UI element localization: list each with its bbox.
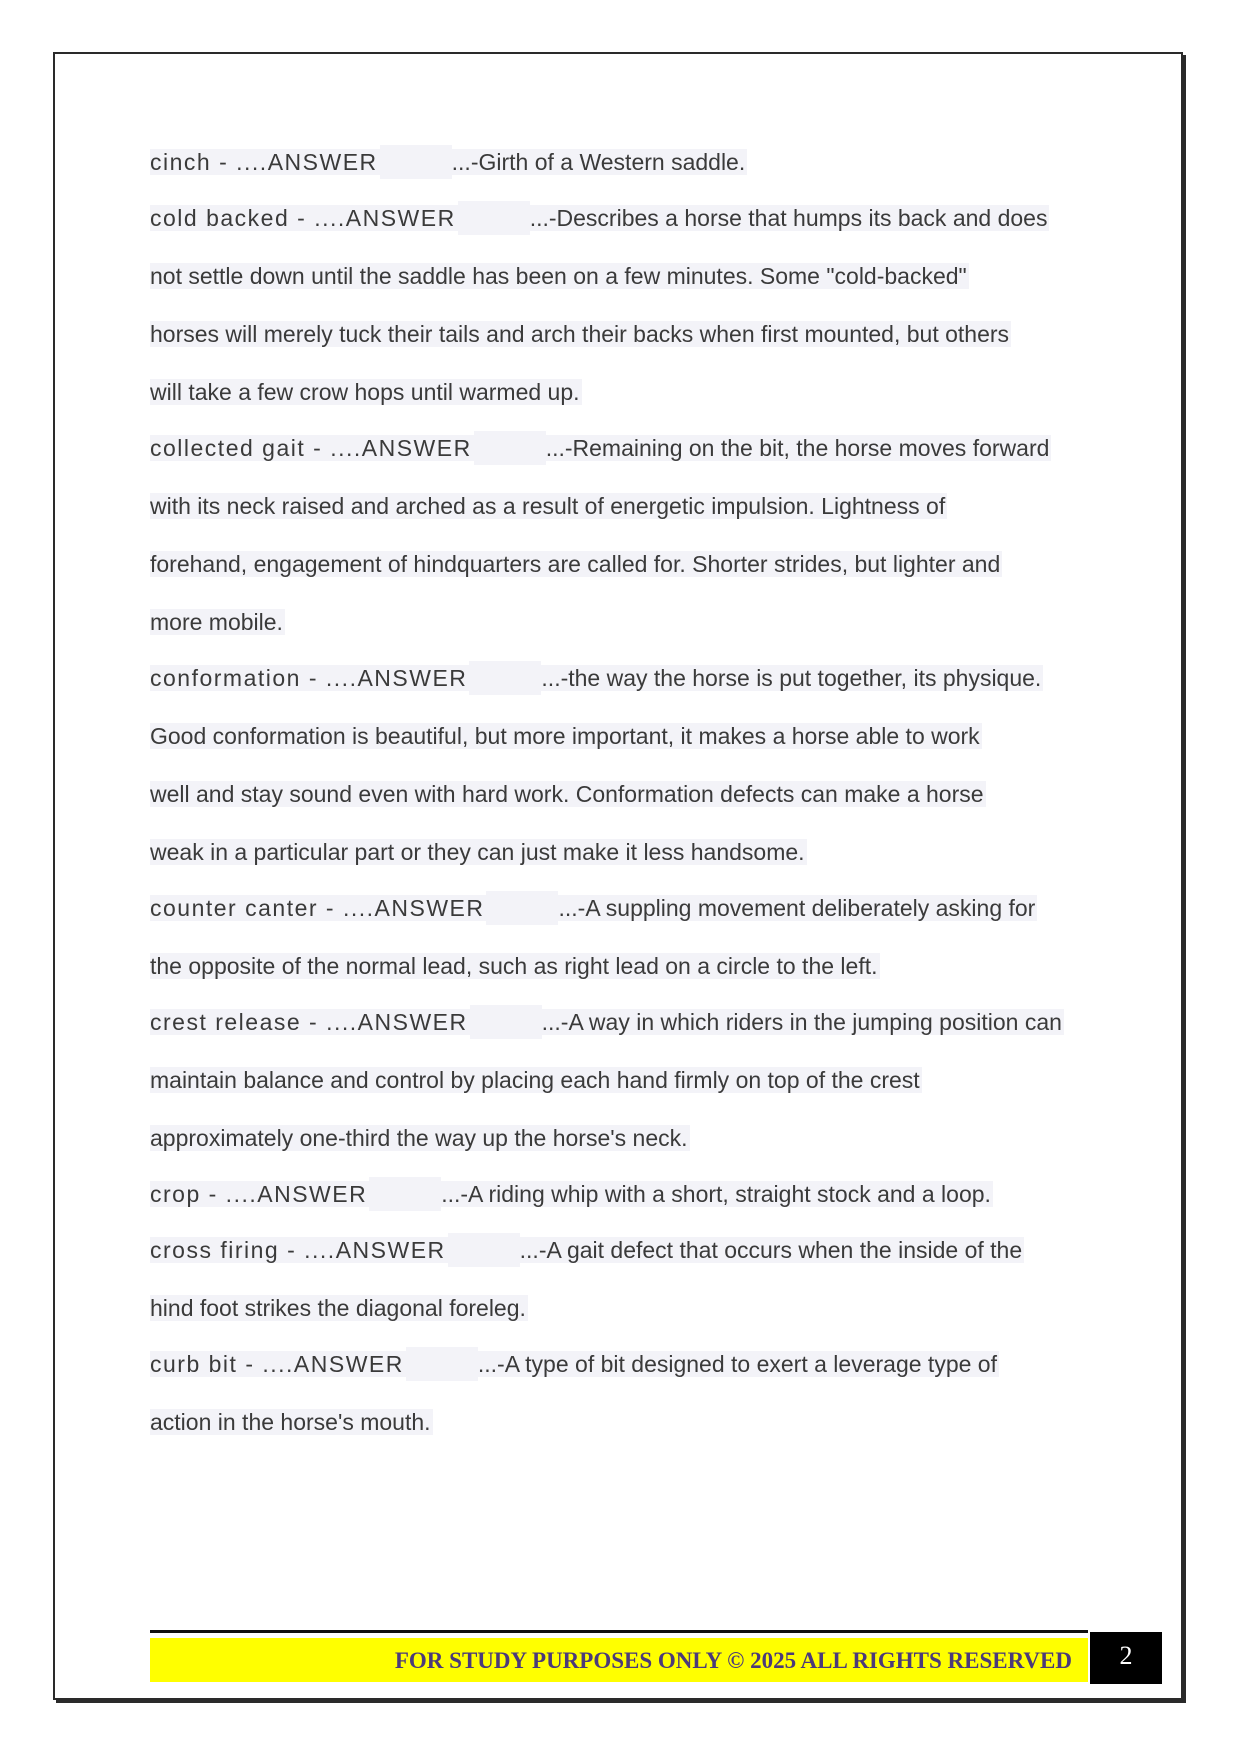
entry-continuation-line xyxy=(150,1121,1100,1155)
entry-continuation-text: more mobile. xyxy=(150,609,283,635)
entry-continuation-text: weak in a particular part or they can just make it less handsome. xyxy=(150,839,805,865)
glossary-entry xyxy=(150,145,1100,179)
entry-first-line xyxy=(150,1233,1100,1267)
entry-continuation-line xyxy=(150,1405,1100,1439)
entry-term: collected gait - ....ANSWER xyxy=(150,435,472,461)
entry-continuation-line xyxy=(150,259,1100,293)
answer-gap xyxy=(448,1233,520,1267)
answer-gap xyxy=(406,1347,478,1381)
page-number: 2 xyxy=(1090,1632,1162,1684)
entry-term: crest release - ....ANSWER xyxy=(150,1009,468,1035)
footer-rule xyxy=(150,1630,1088,1633)
entry-continuation-line xyxy=(150,1063,1100,1097)
entry-continuation-text: approximately one-third the way up the horse's neck. xyxy=(150,1125,688,1151)
entry-term: counter canter - ....ANSWER xyxy=(150,895,485,921)
entry-first-line xyxy=(150,431,1100,465)
glossary-entry xyxy=(150,431,1100,639)
entry-continuation-line xyxy=(150,375,1100,409)
entry-continuation-text: well and stay sound even with hard work. Conformation defects can make a horse xyxy=(150,781,984,807)
entry-first-line xyxy=(150,1005,1100,1039)
entry-first-line xyxy=(150,1347,1100,1381)
glossary-entry xyxy=(150,1233,1100,1325)
entry-definition: ...-the way the horse is put together, its physique. xyxy=(541,665,1042,691)
entry-definition: ...-Describes a horse that humps its back and does xyxy=(529,205,1048,231)
entry-first-line xyxy=(150,1177,1100,1211)
entry-continuation-text: not settle down until the saddle has been on a few minutes. Some "cold-backed" xyxy=(150,263,967,289)
entry-definition: ...-Remaining on the bit, the horse moves forward xyxy=(545,435,1050,461)
entry-continuation-text: maintain balance and control by placing each hand firmly on top of the crest xyxy=(150,1067,920,1093)
entry-first-line xyxy=(150,145,1100,179)
entry-definition: ...-A gait defect that occurs when the inside of the xyxy=(519,1237,1023,1263)
entry-definition: ...-A type of bit designed to exert a leverage type of xyxy=(477,1351,997,1377)
entry-first-line xyxy=(150,661,1100,695)
entry-continuation-text: will take a few crow hops until warmed up. xyxy=(150,379,580,405)
entry-continuation-line xyxy=(150,1291,1100,1325)
entry-continuation-line xyxy=(150,605,1100,639)
answer-gap xyxy=(470,1005,542,1039)
entry-continuation-text: the opposite of the normal lead, such as right lead on a circle to the left. xyxy=(150,953,878,979)
entry-term: cold backed - ....ANSWER xyxy=(150,205,456,231)
entry-term: cinch - ....ANSWER xyxy=(150,149,378,175)
entry-continuation-text: Good conformation is beautiful, but more important, it makes a horse able to work xyxy=(150,723,980,749)
entry-definition: ...-A way in which riders in the jumping position can xyxy=(541,1009,1062,1035)
entry-definition: ...-Girth of a Western saddle. xyxy=(451,149,746,175)
entry-definition: ...-A riding whip with a short, straight stock and a loop. xyxy=(441,1181,991,1207)
glossary-entry xyxy=(150,201,1100,409)
footer-copyright: FOR STUDY PURPOSES ONLY © 2025 ALL RIGHTS RESERVED xyxy=(394,1648,1072,1673)
entry-continuation-text: with its neck raised and arched as a result of energetic impulsion. Lightness of xyxy=(150,493,946,519)
entry-continuation-line xyxy=(150,317,1100,351)
entry-continuation-line xyxy=(150,777,1100,811)
answer-gap xyxy=(474,431,546,465)
answer-gap xyxy=(380,145,452,179)
entry-term: crop - ....ANSWER xyxy=(150,1181,368,1207)
glossary-content xyxy=(150,145,1100,1461)
entry-definition: ...-A suppling movement deliberately asking for xyxy=(558,895,1036,921)
answer-gap xyxy=(469,661,541,695)
entry-term: curb bit - ....ANSWER xyxy=(150,1351,404,1377)
entry-first-line xyxy=(150,201,1100,235)
glossary-entry xyxy=(150,1347,1100,1439)
glossary-entry xyxy=(150,1177,1100,1211)
glossary-entry xyxy=(150,891,1100,983)
answer-gap xyxy=(486,891,558,925)
entry-continuation-text: horses will merely tuck their tails and arch their backs when first mounted, but others xyxy=(150,321,1010,347)
entry-term: conformation - ....ANSWER xyxy=(150,665,468,691)
entry-continuation-line xyxy=(150,547,1100,581)
entry-continuation-line xyxy=(150,835,1100,869)
answer-gap xyxy=(369,1177,441,1211)
entry-continuation-text: action in the horse's mouth. xyxy=(150,1409,431,1435)
entry-continuation-line xyxy=(150,719,1100,753)
entry-continuation-line xyxy=(150,949,1100,983)
entry-continuation-line xyxy=(150,489,1100,523)
entry-first-line xyxy=(150,891,1100,925)
glossary-entry xyxy=(150,1005,1100,1155)
entry-term: cross firing - ....ANSWER xyxy=(150,1237,446,1263)
answer-gap xyxy=(458,201,530,235)
entry-continuation-text: hind foot strikes the diagonal foreleg. xyxy=(150,1295,526,1321)
glossary-entry xyxy=(150,661,1100,869)
footer-band xyxy=(150,1638,1088,1682)
entry-continuation-text: forehand, engagement of hindquarters are called for. Shorter strides, but lighter and xyxy=(150,551,1001,577)
